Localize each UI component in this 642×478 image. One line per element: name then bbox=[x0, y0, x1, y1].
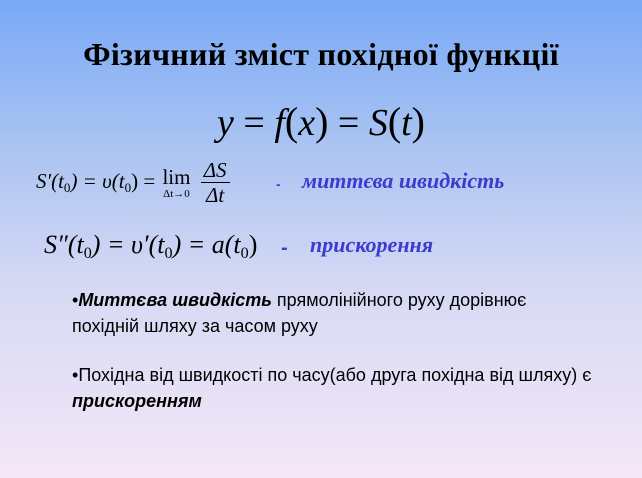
acceleration-label: прискорення bbox=[310, 232, 434, 257]
limit-operator: lim Δt→0 bbox=[162, 164, 191, 200]
acceleration-formula: $S''(t_0) = \upsilon'(t_0) = a(t_0)$ bbox=[44, 230, 258, 263]
acceleration-dash: - bbox=[281, 237, 288, 259]
slide-title: Фізичний зміст похідної функції bbox=[83, 36, 559, 72]
bullet-acceleration: •Похідна від швидкості по часу(або друга похідна від шляху) є прискоренням bbox=[72, 365, 592, 411]
delta-fraction: $\frac{\Delta S}{\Delta t}$ bbox=[201, 158, 230, 207]
main-formula: y = f(x) = S(t) bbox=[217, 99, 425, 144]
bullet-velocity: •Миттєва швидкість прямолінійного руху дорівнює похідній шляху за часом руху bbox=[72, 290, 527, 336]
velocity-dash: - bbox=[276, 176, 281, 192]
velocity-label: миттєва швидкість bbox=[302, 168, 505, 193]
velocity-formula: $S'(t_0) = \upsilon(t_0)$ = lim Δt→0 $\frac{\Delta S}{\Delta t}$ bbox=[36, 158, 230, 214]
